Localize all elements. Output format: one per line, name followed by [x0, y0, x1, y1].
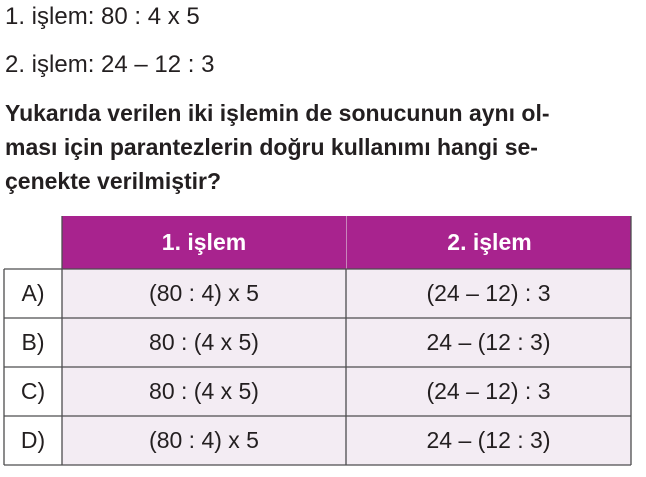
- header-operation-1: 1. işlem: [161, 229, 247, 255]
- option-row-b[interactable]: [4, 318, 631, 367]
- option-operation-1: 80 : (4 x 5): [62, 318, 346, 367]
- option-letter: A): [21, 280, 45, 306]
- question-line: çenekte verilmiştir?: [5, 168, 222, 194]
- given-operation-2: 2. işlem: 24 – 12 : 3: [5, 51, 215, 78]
- option-operation-1: 80 : (4 x 5): [62, 367, 346, 416]
- table-header: [62, 216, 631, 269]
- option-row-d[interactable]: [4, 416, 631, 465]
- option-operation-1: (80 : 4) x 5: [62, 269, 346, 318]
- option-letter: D): [20, 427, 46, 453]
- option-row-c[interactable]: [4, 367, 631, 416]
- question-line: ması için parantezlerin doğru kullanımı hangi se-: [5, 134, 538, 160]
- header-operation-2: 2. işlem: [346, 216, 632, 269]
- given-operation-1: 1. işlem: 80 : 4 x 5: [5, 3, 200, 30]
- option-operation-2: 24 – (12 : 3): [346, 318, 631, 367]
- option-operation-2: 24 – (12 : 3): [346, 416, 631, 465]
- option-operation-2: (24 – 12) : 3: [346, 367, 631, 416]
- option-operation-1: (80 : 4) x 5: [62, 416, 346, 465]
- option-operation-2: (24 – 12) : 3: [346, 269, 631, 318]
- option-letter: C): [20, 378, 46, 404]
- option-row-a[interactable]: [4, 269, 631, 318]
- option-letter: B): [21, 329, 45, 355]
- question-line: Yukarıda verilen iki işlemin de sonucunun aynı ol-: [5, 100, 550, 126]
- question-text: [5, 96, 637, 198]
